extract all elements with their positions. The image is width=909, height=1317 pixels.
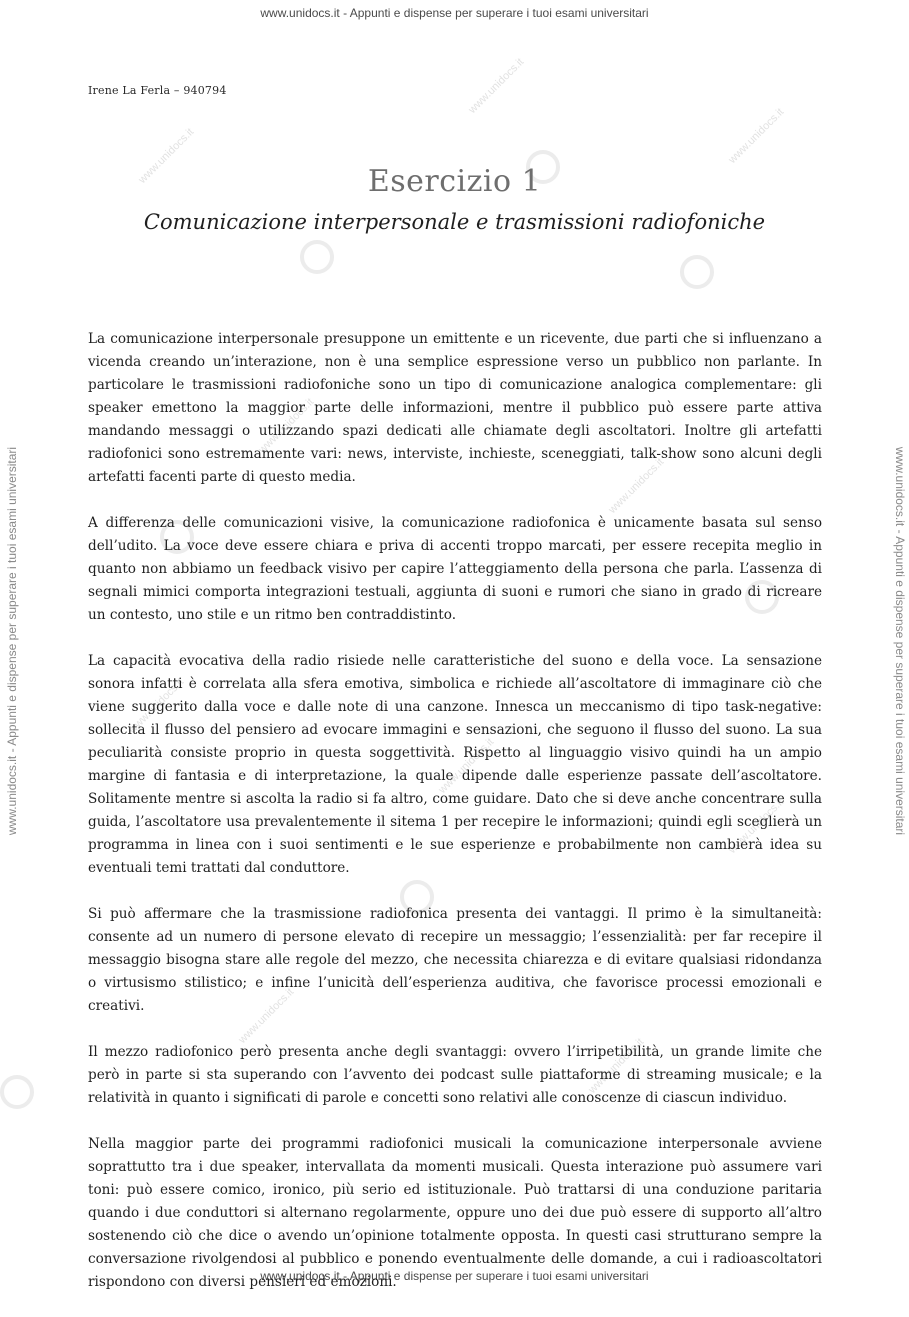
watermark-tile: www.unidocs.it [126, 676, 187, 736]
paragraph: Nella maggior parte dei programmi radiofonici musicali la comunicazione interpersonale avviene soprattutto tra i due speaker, intervallata da momenti musicali. Questa interazione può assumere vari toni: può essere comico, ironico, più serio ed istituzionale. Può trattarsi di una conduzione paritaria quando i due conduttori si alternano regolarmente, oppure uno dei due può essere di supporto all’altro sostenendo ciò che dice o avendo un’opinione totalmente opposta. In questi casi strutturano sempre la conversazione rivolgendosi al pubblico e ponendo eventualmente delle domande, a cui i radioascoltatori rispondono con diversi pensieri ed emozioni. [88, 1136, 822, 1290]
watermark-tile: www.unidocs.it [136, 126, 197, 186]
watermark-side-right: www.unidocs.it - Appunti e dispense per superare i tuoi esami universitari [893, 446, 907, 836]
paragraph: Si può affermare che la trasmissione radiofonica presenta dei vantaggi. Il primo è la simultaneità: consente ad un numero di persone elevato di recepire un messaggio; l’essenzialità: per far recepire il messaggio bisogna stare alle regole del mezzo, che necessita chiarezza e di evitare qualsiasi ridondanza o virtusismo stilistico; e infine l’unicità dell’esperienza auditiva, che favorisce processi emozionali e creativi. [88, 906, 822, 1014]
watermark-tile: www.unidocs.it [586, 1036, 647, 1096]
document-body [88, 328, 822, 1317]
page-title: Esercizio 1 [367, 164, 542, 199]
watermark-tile: www.unidocs.it [236, 986, 297, 1046]
watermark-logo-icon [300, 240, 334, 274]
paragraph: Il mezzo radiofonico però presenta anche degli svantaggi: ovvero l’irripetibilità, un grande limite che però in parte si sta superando con l’avvento dei podcast sulle piattaforme di streaming musicale; e la relatività in quanto i significati di parole e concetti sono relativi alle conoscenze di ciascun individuo. [88, 1044, 822, 1106]
watermark-tile: www.unidocs.it [256, 396, 317, 456]
paragraph: La capacità evocativa della radio risiede nelle caratteristiche del suono e della voce. La sensazione sonora infatti è correlata alla sfera emotiva, simbolica e richiede all’ascoltatore di immaginare ciò che viene suggerito dalla voce e dalle note di una canzone. Innesca un meccanismo di tipo task-negative: sollecita il flusso del pensiero ad evocare immagini e sensazioni, che seguono il flusso del suono. La sua peculiarità consiste proprio in questa soggettività. Rispetto al linguaggio visivo quindi ha un ampio margine di fantasia e di interpretazione, la quale dipende dalle esperienze passate dell’ascoltatore. Solitamente mentre si ascolta la radio si fa altro, come guidare. Dato che si deve anche concentrare sulla guida, l’ascoltatore usa prevalentemente il sitema 1 per recepire le informazioni; quindi egli sceglierà un programma in linea con i suoi sentimenti e le sue esperienze e probabilmente non cambierà idea su eventuali temi trattati dal conduttore. [88, 653, 822, 876]
paragraph: A differenza delle comunicazioni visive, la comunicazione radiofonica è unicamente basata sul senso dell’udito. La voce deve essere chiara e priva di accenti troppo marcati, per essere recepita meglio in quanto non abbiamo un feedback visivo per capire l’atteggiamento della persona che parla. L’assenza di segnali mimici comporta integrazioni testuali, aggiunta di suoni e rumori che siano in grado di ricreare un contesto, uno stile e un ritmo ben contraddistinto. [88, 515, 822, 623]
author-line: Irene La Ferla – 940794 [88, 84, 227, 97]
watermark-banner-top: www.unidocs.it - Appunti e dispense per superare i tuoi esami universitari [260, 6, 649, 20]
watermark-tile: www.unidocs.it [436, 736, 497, 796]
watermark-tile: www.unidocs.it [726, 796, 787, 856]
watermark-side-left: www.unidocs.it - Appunti e dispense per superare i tuoi esami universitari [5, 446, 19, 836]
watermark-tile: www.unidocs.it [726, 106, 787, 166]
watermark-logo-icon [680, 255, 714, 289]
watermark-tile: www.unidocs.it [606, 456, 667, 516]
watermark-banner-bottom: www.unidocs.it - Appunti e dispense per superare i tuoi esami universitari [260, 1269, 649, 1283]
page-subtitle: Comunicazione interpersonale e trasmissioni radiofoniche [143, 210, 766, 234]
paragraph: La comunicazione interpersonale presuppone un emittente e un ricevente, due parti che si influenzano a vicenda creando un’interazione, non è una semplice espressione verso un pubblico non parlante. In particolare le trasmissioni radiofoniche sono un tipo di comunicazione analogica complementare: gli speaker emettono la maggior parte delle informazioni, mentre il pubblico può essere parte attiva mandando messaggi o utilizzando spazi dedicati alle chiamate degli ascoltatori. Inoltre gli artefatti radiofonici sono estremamente vari: news, interviste, inchieste, sceneggiati, talk-show sono alcuni degli artefatti facenti parte di questo media. [88, 331, 822, 485]
watermark-tile: www.unidocs.it [466, 56, 527, 116]
watermark-logo-icon [0, 1075, 34, 1109]
